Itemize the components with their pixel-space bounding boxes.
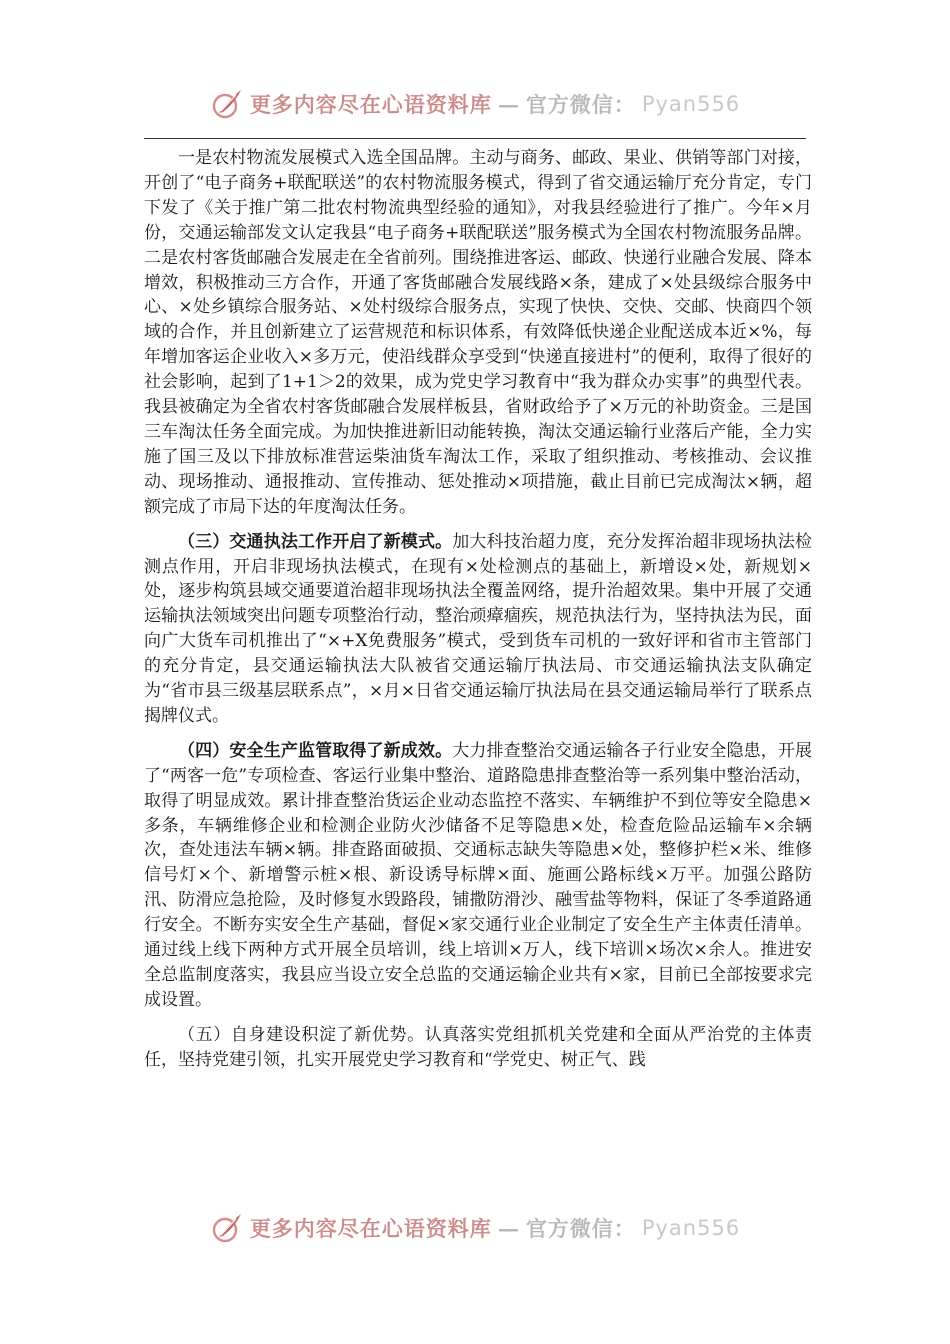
watermark-wechat-id: Pyan556 <box>641 92 741 116</box>
header-divider <box>144 138 806 139</box>
paragraph-law-enforcement <box>144 530 812 729</box>
header-watermark <box>0 84 950 124</box>
paragraph-safety-supervision <box>144 739 812 1013</box>
footer-watermark <box>0 1208 950 1248</box>
paragraph-rural-logistics <box>144 146 812 520</box>
watermark-separator: — <box>497 91 520 117</box>
watermark-text: 更多内容尽在心语资料库 <box>249 1216 492 1241</box>
watermark-wechat-id: Pyan556 <box>641 1216 741 1240</box>
watermark-wechat-label: 官方微信： <box>525 92 636 117</box>
paragraph-text: 加大科技治超力度，充分发挥治超非现场执法检测点作用，开启非现场执法模式，在现有×处检测点的基础上，新增设×处，新规划×处，逐步构筑县域交通要道治超非现场执法全覆盖网络，提升治超效果。集中开展了交通运输执法领域突出问题专项整治行动，整治顽瘴痼疾，规范执法行为，坚持执法为民，面向广大货车司机推出了“×+X免费服务”模式，受到货车司机的一致好评和省市主管部门的充分肯定，县交通运输执法大队被省交通运输厅执法局、市交通运输执法支队确定为“省市县三级基层联系点”，×月×日省交通运输厅执法局在县交通运输局举行了联系点揭牌仪式。 <box>144 531 813 726</box>
quill-logo-icon <box>210 87 244 121</box>
watermark-separator: — <box>497 1215 520 1241</box>
paragraph-text: 大力排查整治交通运输各子行业安全隐患，开展了“两客一危”专项检查、客运行业集中整治、道路隐患排查整治等一系列集中整治活动，取得了明显成效。累计排查整治货运企业动态监控不落实、车辆维护不到位等安全隐患×多条，车辆维修企业和检测企业防火沙储备不足等隐患×处，检查危险品运输车×余辆次，查处违法车辆×辆。排查路面破损、交通标志缺失等隐患×处，整修护栏×米、维修信号灯×个、新增警示桩×根、新设诱导标牌×面、施画公路标线×万平。加强公路防汛、防滑应急抢险，及时修复水毁路段，铺撒防滑沙、融雪盐等物料，保证了冬季道路通行安全。不断夯实安全生产基础，督促×家交通行业企业制定了安全生产主体责任清单。通过线上线下两种方式开展全员培训，线上培训×万人，线下培训×场次×余人。推进安全总监制度落实，我县应当设立安全总监的交通运输企业共有×家，目前已全部按要求完成设置。 <box>144 740 813 1010</box>
paragraph-heading: （三）交通执法工作开启了新模式。 <box>178 531 453 552</box>
watermark-wechat-label: 官方微信： <box>525 1216 636 1241</box>
document-body <box>144 146 812 1083</box>
watermark-text: 更多内容尽在心语资料库 <box>249 92 492 117</box>
paragraph-text: 一是农村物流发展模式入选全国品牌。主动与商务、邮政、果业、供销等部门对接，开创了“电子商务+联配联送”的农村物流服务模式，得到了省交通运输厅充分肯定，专门下发了《关于推广第二批农村物流典型经验的通知》，对我县经验进行了推广。今年×月份，交通运输部发文认定我县“电子商务+联配联送”服务模式为全国农村物流服务品牌。二是农村客货邮融合发展走在全省前列。围绕推进客运、邮政、快递行业融合发展、降本增效，积极推动三方合作，开通了客货邮融合发展线路×条，建成了×处县级综合服务中心、×处乡镇综合服务站、×处村级综合服务点，实现了快快、交快、交邮、快商四个领域的合作，并且创新建立了运营规范和标识体系，有效降低快递企业配送成本近×%，每年增加客运企业收入×多万元，使沿线群众享受到“快递直接进村”的便利，取得了很好的社会影响，起到了1+1＞2的效果，成为党史学习教育中“我为群众办实事”的典型代表。我县被确定为全省农村客货邮融合发展样板县，省财政给予了×万元的补助资金。三是国三车淘汰任务全面完成。为加快推进新旧动能转换，淘汰交通运输行业落后产能，全力实施了国三及以下排放标准营运柴油货车淘汰工作，采取了组织推动、考核推动、会议推动、现场推动、通报推动、宣传推动、惩处推动×项措施，截止目前已完成淘汰×辆，超额完成了市局下达的年度淘汰任务。 <box>144 148 812 517</box>
paragraph-heading: （四）安全生产监管取得了新成效。 <box>178 740 453 761</box>
paragraph-text: （五）自身建设积淀了新优势。认真落实党组抓机关党建和全面从严治党的主体责任，坚持党建引领，扎实开展党史学习教育和“学党史、树正气、践 <box>144 1024 812 1070</box>
paragraph-self-construction <box>144 1023 812 1073</box>
watermark-content <box>210 1211 740 1245</box>
quill-logo-icon <box>210 1211 244 1245</box>
watermark-content <box>210 87 740 121</box>
